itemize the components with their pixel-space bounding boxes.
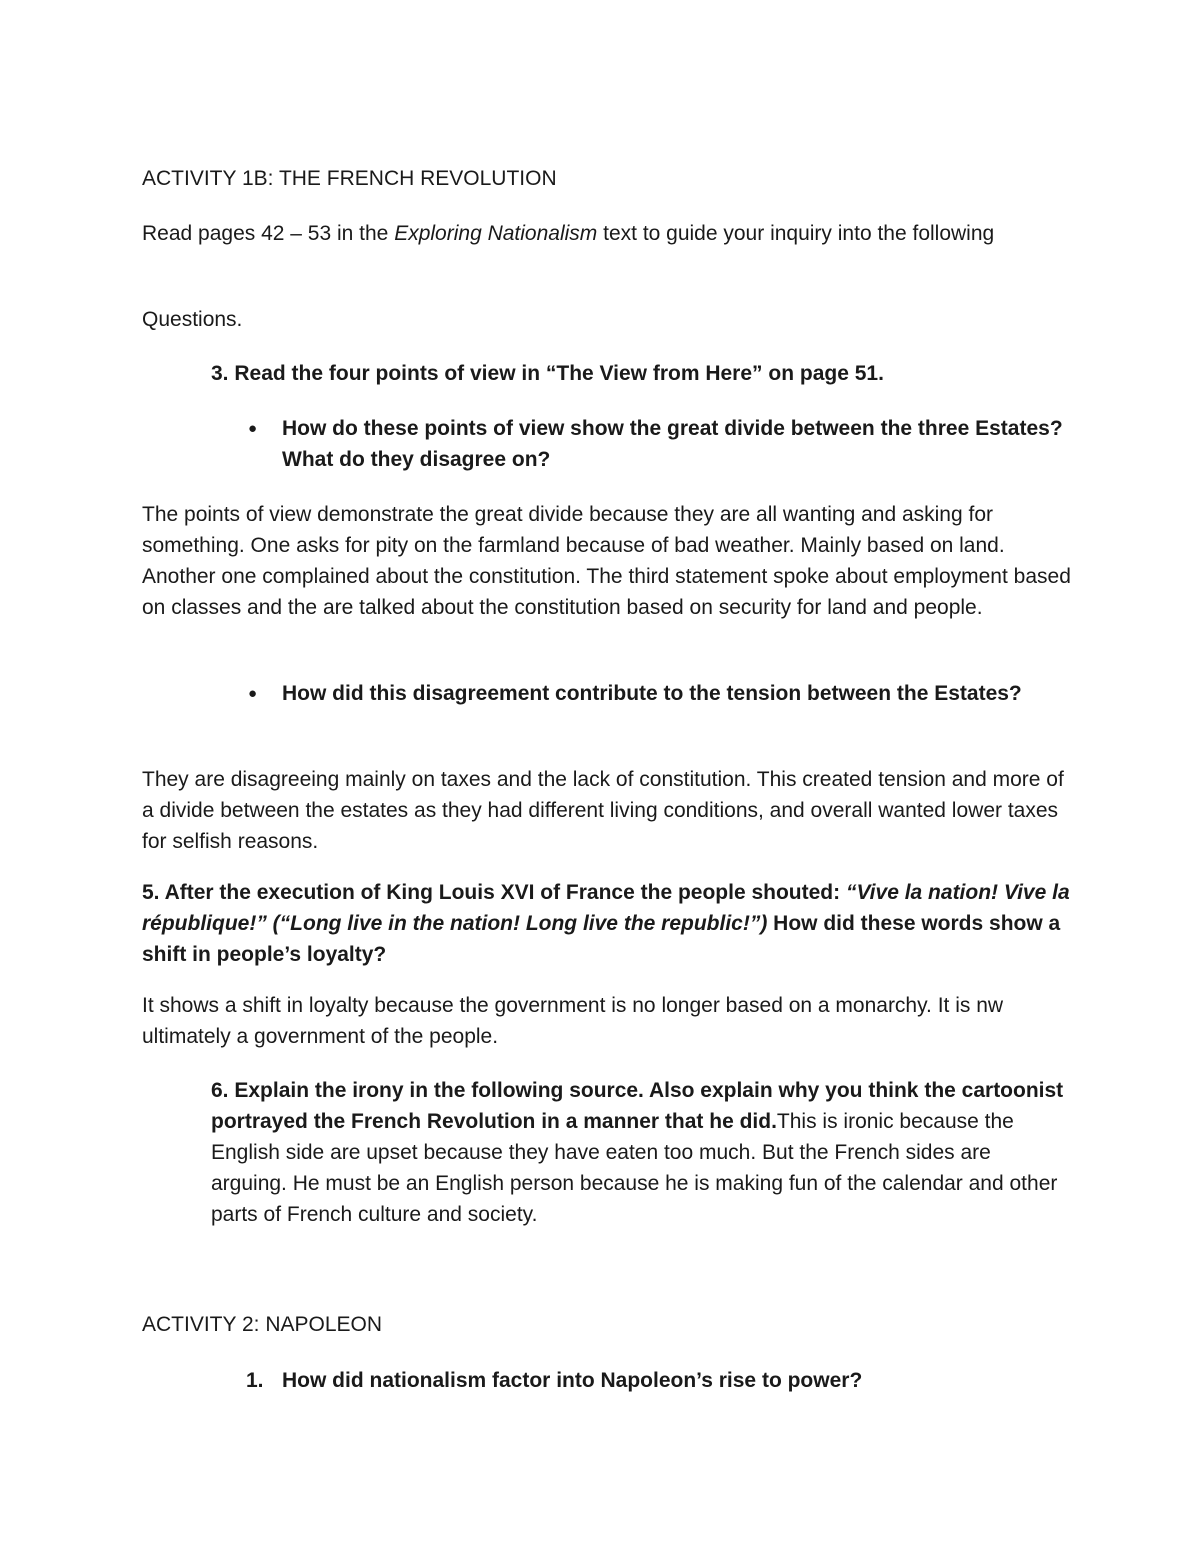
- question-number: 1.: [246, 1369, 264, 1392]
- activity-2-question-1-text: How did nationalism factor into Napoleon’s rise to power?: [282, 1369, 863, 1392]
- activity-2-heading: ACTIVITY 2: NAPOLEON: [142, 1313, 383, 1336]
- question-5-quote: “Vive la nation! Vive la république!” (“Long live in the nation! Long live the republic!”): [142, 881, 1070, 935]
- intro-paragraph: [142, 218, 1072, 249]
- answer-5: It shows a shift in loyalty because the government is no longer based on a monarchy. It is nw ultimately a government of the people.: [142, 994, 1004, 1048]
- intro-text-end: text to guide your inquiry into the following: [597, 222, 995, 245]
- book-title: Exploring Nationalism: [394, 222, 598, 245]
- question-6-block: [211, 1075, 1071, 1230]
- answer-tension: They are disagreeing mainly on taxes and the lack of constitution. This created tension and more of a divide between the estates as they had different living conditions, and overall wanted lower taxes for selfish reasons.: [142, 768, 1064, 853]
- bullet-question-divide-text: How do these points of view show the great divide between the three Estates? What do they disagree on?: [282, 417, 1063, 471]
- question-5: [142, 877, 1072, 970]
- answer-divide: The points of view demonstrate the great divide because they are all wanting and asking for something. One asks for pity on the farmland because of bad weather. Mainly based on land. Another one complained about the constitution. The third statement spoke about employment based on classes and the are talked about the constitution based on security for land and people.: [142, 503, 1071, 619]
- activity-1b-heading: ACTIVITY 1B: THE FRENCH REVOLUTION: [142, 167, 557, 190]
- question-3: 3. Read the four points of view in “The View from Here” on page 51.: [211, 362, 884, 385]
- intro-text-start: Read pages 42 – 53 in the: [142, 222, 395, 245]
- bullet-icon: ●: [248, 420, 258, 437]
- bullet-icon: ●: [248, 685, 258, 702]
- questions-label: Questions.: [142, 308, 243, 331]
- answer-6: This is ironic because the English side are upset because they have eaten too much. But the French sides are arguing. He must be an English person because he is making fun of the calendar and other parts of French culture and society.: [211, 1110, 1058, 1226]
- question-5-ask: How did these words show a shift in people’s loyalty?: [142, 912, 1061, 966]
- question-6: 6. Explain the irony in the following source. Also explain why you think the cartoonist portrayed the French Revolution in a manner that he did.: [211, 1079, 1064, 1133]
- bullet-question-tension-text: How did this disagreement contribute to the tension between the Estates?: [282, 682, 1022, 705]
- question-5-text: 5. After the execution of King Louis XVI of France the people shouted:: [142, 881, 846, 904]
